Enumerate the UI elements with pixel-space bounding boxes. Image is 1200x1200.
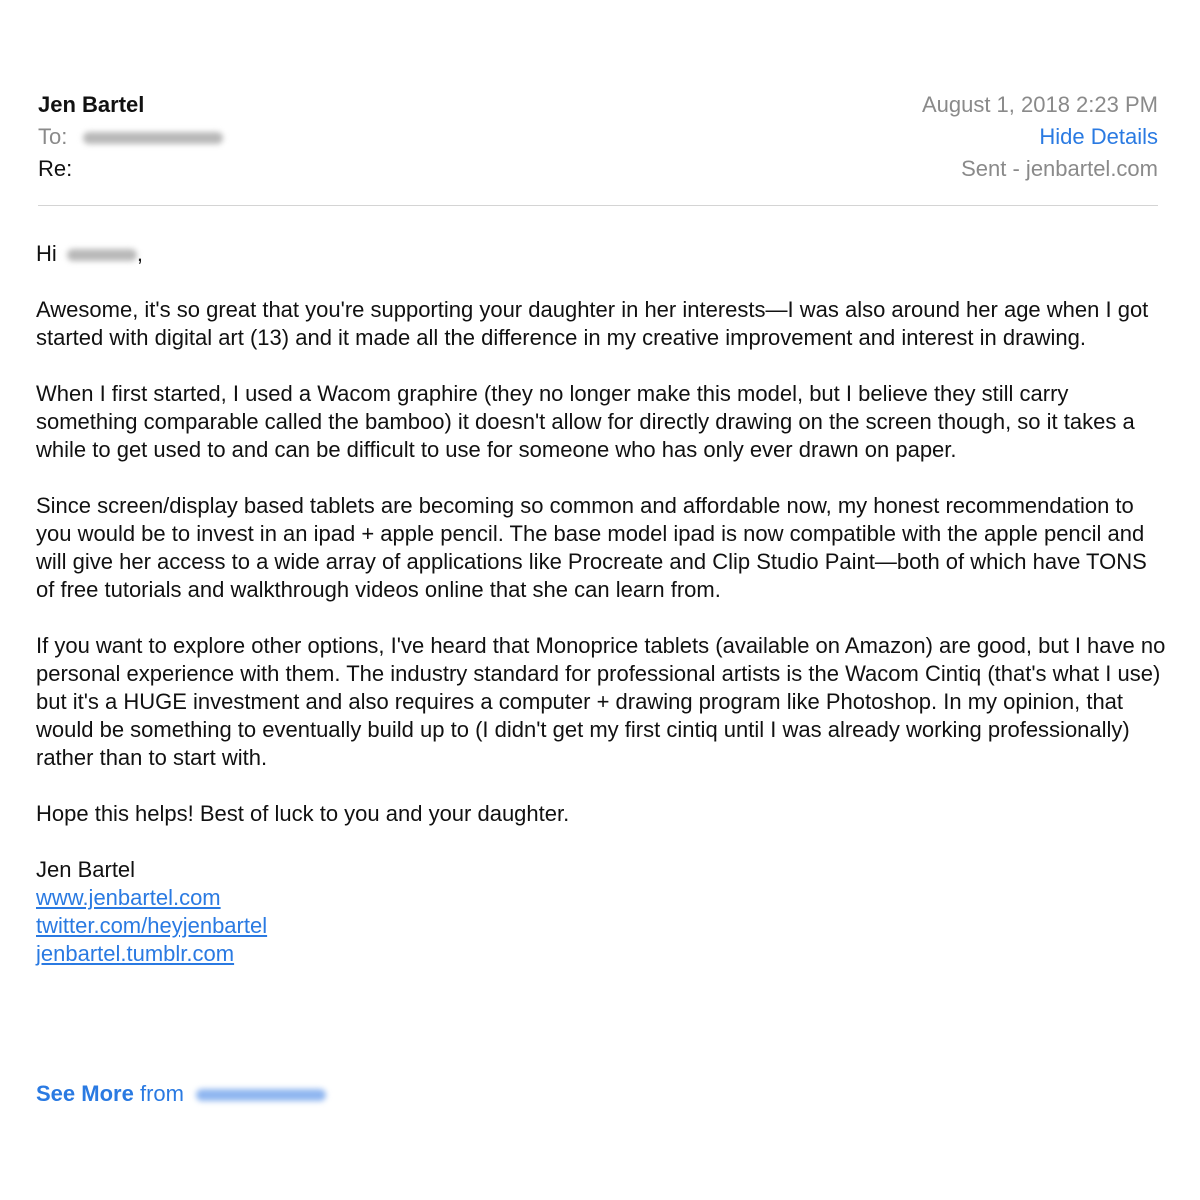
signature-name: Jen Bartel [36,857,136,882]
see-more-link[interactable]: See More [36,1081,134,1106]
redacted-sender[interactable] [196,1089,326,1101]
mailbox-label: Sent - jenbartel.com [961,156,1158,181]
tumblr-link[interactable]: jenbartel.tumblr.com [36,941,235,966]
greeting [36,240,1166,268]
paragraph-1: Awesome, it's so great that you're supporting your daughter in her interests—I was also around her age when I got started with digital art (13) and it made all the difference in my creative improvement and interest in drawing. [36,297,1149,350]
see-more-row [36,1080,326,1108]
subject-row [38,156,72,182]
message-body [36,240,1166,968]
redacted-recipient [83,132,223,144]
signature [36,856,1166,968]
hide-details-link[interactable]: Hide Details [1039,124,1158,149]
subject-label: Re: [38,156,73,181]
to-label: To: [38,124,68,149]
website-link[interactable]: www.jenbartel.com [36,885,221,910]
paragraph-4: If you want to explore other options, I've heard that Monoprice tablets (available on Amazon) are good, but I have no personal experience with them. The industry standard for professional artists is the Wacom Cintiq (that's what I use) but it's a HUGE investment and also requires a computer + drawing program like Photoshop. In my opinion, that would be something to eventually build up to (I didn't get my first cintiq until I was already working professionally) rather than to start with. [36,633,1166,770]
to-row [38,124,223,150]
sent-date: August 1, 2018 2:23 PM [921,92,1158,117]
greeting-suffix: , [136,241,144,266]
twitter-link[interactable]: twitter.com/heyjenbartel [36,913,268,938]
paragraph-5: Hope this helps! Best of luck to you and your daughter. [36,801,570,826]
header-divider [38,205,1158,206]
redacted-name [67,249,137,261]
greeting-prefix: Hi [36,241,57,266]
paragraph-2: When I first started, I used a Wacom graphire (they no longer make this model, but I believe they still carry something comparable called the bamboo) it doesn't allow for directly drawing on the screen though, so it takes a while to get used to and can be difficult to use for someone who has only ever drawn on paper. [36,381,1135,462]
see-more-from: from [139,1081,184,1106]
email-header [38,88,1158,208]
paragraph-3: Since screen/display based tablets are becoming so common and affordable now, my honest recommendation to you would be to invest in an ipad + apple pencil. The base model ipad is now compatible with the apple pencil and will give her access to a wide array of applications like Procreate and Clip Studio Paint—both of which have TONS of free tutorials and walkthrough videos online that she can learn from. [36,493,1147,602]
sender-name: Jen Bartel [38,92,145,117]
